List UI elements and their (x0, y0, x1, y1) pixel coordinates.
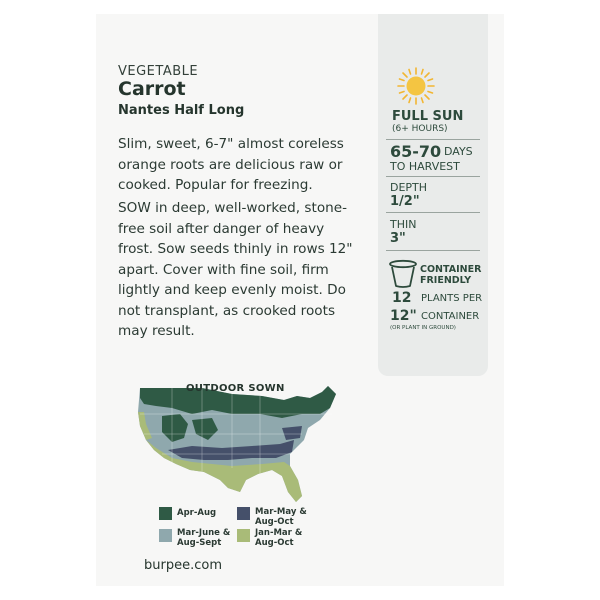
legend-label-mar-may: Mar-May & Aug-Oct (255, 507, 307, 527)
plants-per-container-value: 12 (392, 290, 412, 306)
map-title: OUTDOOR SOWN (186, 383, 285, 394)
pot-icon (388, 259, 418, 289)
legend-swatch-mar-may (237, 507, 250, 520)
legend-label-mar-june: Mar-June & Aug-Sept (177, 528, 231, 548)
container-note: (OR PLANT IN GROUND) (390, 325, 456, 331)
plant-title: Carrot (118, 78, 186, 100)
divider (386, 139, 480, 140)
thin-value: 3" (390, 231, 406, 246)
container-friendly-label: FRIENDLY (420, 275, 472, 286)
plant-description: Slim, sweet, 6-7" almost coreless orange roots are delicious raw or cooked. Popular for freezing. (118, 136, 344, 193)
container-word: CONTAINER (421, 311, 480, 322)
plants-per-label: PLANTS PER (421, 293, 483, 304)
footer-url[interactable]: burpee.com (144, 558, 222, 573)
sun-hours: (6+ HOURS) (392, 124, 448, 134)
days-unit: DAYS (444, 145, 473, 158)
thin-label: THIN (390, 218, 417, 231)
category-label: VEGETABLE (118, 64, 199, 79)
divider (386, 212, 480, 213)
planting-zone-map (132, 384, 350, 506)
depth-value: 1/2" (390, 194, 420, 209)
days-to-harvest-label: TO HARVEST (390, 160, 460, 173)
legend-swatch-jan-mar (237, 529, 250, 542)
depth-label: DEPTH (390, 181, 428, 194)
sowing-instructions: SOW in deep, well-worked, stone-free soil after danger of heavy frost. Sow seeds thinly in rows 12" apart. Cover with fine soil, firm lightly and keep evenly moist. Do not transplant, as crooked roots may result. (118, 200, 353, 339)
legend-label-apr-aug: Apr-Aug (177, 508, 217, 518)
days-to-harvest-value: 65-70 (390, 142, 442, 161)
container-size-value: 12" (390, 308, 417, 324)
sun-requirement: FULL SUN (392, 109, 464, 124)
sun-icon (396, 66, 436, 106)
divider (386, 176, 480, 177)
legend-swatch-mar-june (159, 529, 172, 542)
variety-name: Nantes Half Long (118, 103, 245, 118)
legend-label-jan-mar: Jan-Mar & Aug-Oct (255, 528, 303, 548)
legend-swatch-apr-aug (159, 507, 172, 520)
divider (386, 250, 480, 251)
container-label: CONTAINER (420, 264, 482, 275)
